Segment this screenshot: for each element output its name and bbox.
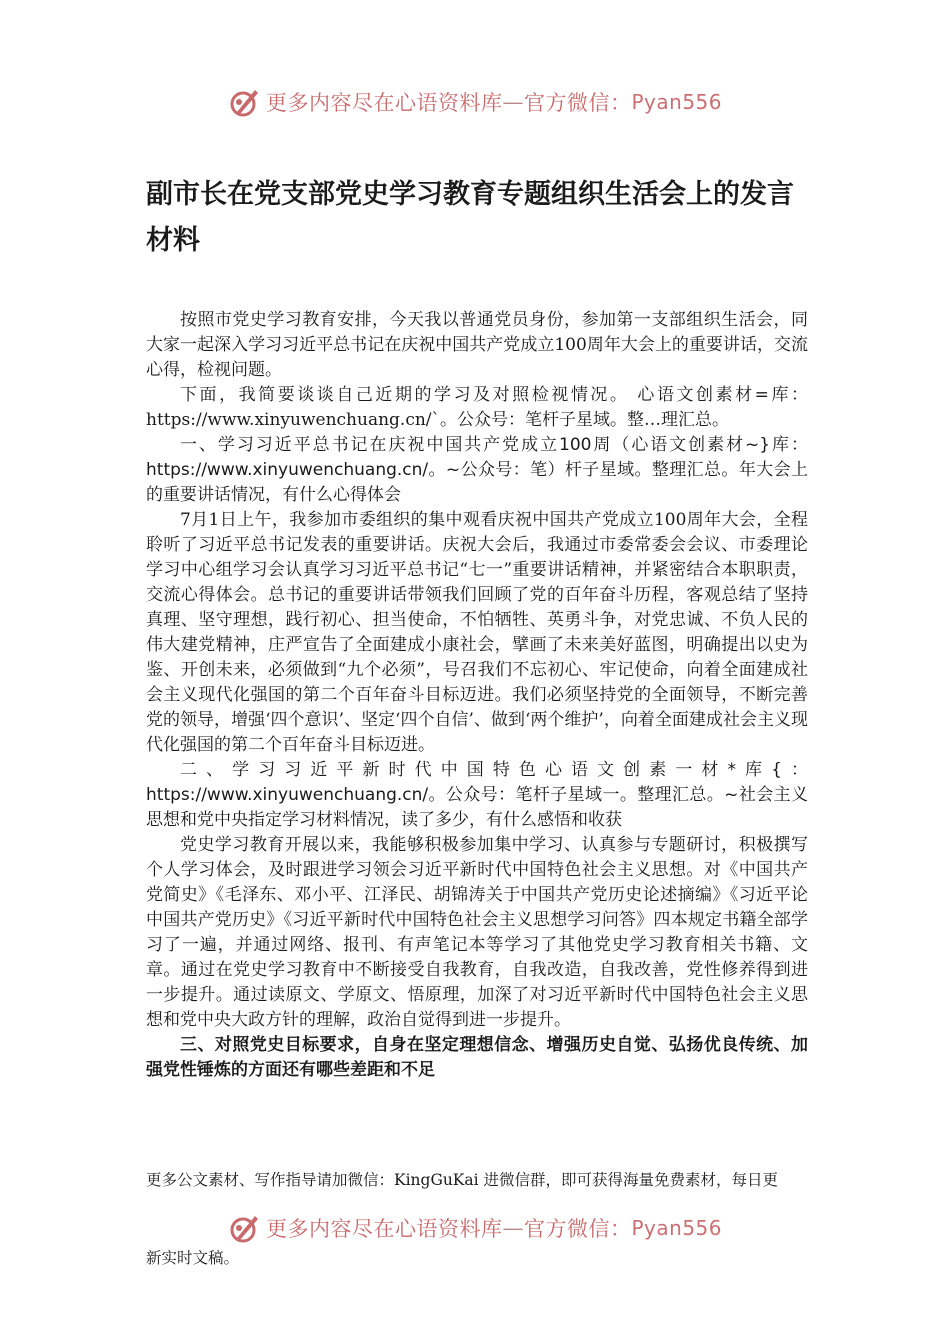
- banner-label: 官方微信：: [523, 1217, 632, 1241]
- section-heading-3: 三、对照党史目标要求，自身在坚定理想信念、增强历史自觉、弘扬优良传统、加强党性锤炼的方面还有哪些差距和不足: [146, 1035, 808, 1080]
- section-heading-1: 一、学习习近平总书记在庆祝中国共产党成立100周（心语文创素材~}库：https://www.xinyuwenchuang.cn/。~公众号：笔）杆子星域。整理汇总。年大会上的重要讲话情况，有什么心得体会: [146, 435, 808, 505]
- quill-logo-icon: [228, 85, 262, 119]
- document-body: [146, 308, 808, 1083]
- banner-separator: —: [502, 90, 524, 114]
- banner-text: 更多内容尽在心语资料库: [265, 1217, 503, 1241]
- quill-logo-icon: [228, 1211, 262, 1245]
- document-title: 副市长在党支部党史学习教育专题组织生活会上的发言材料: [146, 179, 794, 256]
- banner-text: 更多内容尽在心语资料库: [265, 91, 503, 115]
- banner-separator: —: [502, 1216, 524, 1240]
- banner-wechat-id: Pyan556: [631, 90, 722, 114]
- footer-note: 更多公文素材、写作指导请加微信：KingGuKai 进微信群，即可获得海量免费素材，每日更: [146, 1171, 779, 1189]
- banner-wechat-id: Pyan556: [631, 1216, 722, 1240]
- banner-label: 官方微信：: [523, 91, 632, 115]
- paragraph-section-2: 党史学习教育开展以来，我能够积极参加集中学习、认真参与专题研讨，积极撰写个人学习体会，及时跟进学习领会习近平新时代中国特色社会主义思想。对《中国共产党简史》《毛泽东、邓小平、江泽民、胡锦涛关于中国共产党历史论述摘编》《习近平论中国共产党历史》《习近平新时代中国特色社会主义思想学习问答》四本规定书籍全部学习了一遍，并通过网络、报刊、有声笔记本等学习了其他党史学习教育相关书籍、文章。通过在党史学习教育中不断接受自我教育，自我改造，自我改善，党性修养得到进一步提升。通过读原文、学原文、悟原理，加深了对习近平新时代中国特色社会主义思想和党中央大政方针的理解，政治自觉得到进一步提升。: [146, 835, 808, 1030]
- header-banner: [0, 82, 950, 122]
- paragraph-section-1: 7月1日上午，我参加市委组织的集中观看庆祝中国共产党成立100周年大会，全程聆听了习近平总书记发表的重要讲话。庆祝大会后，我通过市委常委会会议、市委理论学习中心组学习会认真学习习近平总书记“七一”重要讲话精神，并紧密结合本职职责，交流心得体会。总书记的重要讲话带领我们回顾了党的百年奋斗历程，客观总结了坚持真理、坚守理想，践行初心、担当使命，不怕牺牲、英勇斗争，对党忠诚、不负人民的伟大建党精神，庄严宣告了全面建成小康社会，擘画了未来美好蓝图，明确提出以史为鉴、开创未来，必须做到“九个必须”，号召我们不忘初心、牢记使命，向着全面建成社会主义现代化强国的第二个百年奋斗目标迈进。我们必须坚持党的全面领导，不断完善党的领导，增强‘四个意识’、坚定‘四个自信’、做到‘两个维护’，向着全面建成社会主义现代化强国的第二个百年奋斗目标迈进。: [146, 510, 808, 755]
- paragraph-intro: 按照市党史学习教育安排，今天我以普通党员身份，参加第一支部组织生活会，同大家一起深入学习习近平总书记在庆祝中国共产党成立100周年大会上的重要讲话，交流心得，检视问题。: [146, 310, 808, 380]
- footer-note-tail: 新实时文稿。: [146, 1249, 240, 1267]
- footer-banner: [0, 1208, 950, 1248]
- section-heading-2: 二、学习习近平新时代中国特色心语文创素一材*库{：https://www.xinyuwenchuang.cn/。公众号：笔杆子星域一。整理汇总。~社会主义思想和党中央指定学习材料情况，读了多少，有什么感悟和收获: [146, 760, 808, 830]
- paragraph-overview: 下面，我简要谈谈自己近期的学习及对照检视情况。 心语文创素材=库：https://www.xinyuwenchuang.cn/`。公众号：笔杆子星域。整…理汇总。: [146, 385, 808, 430]
